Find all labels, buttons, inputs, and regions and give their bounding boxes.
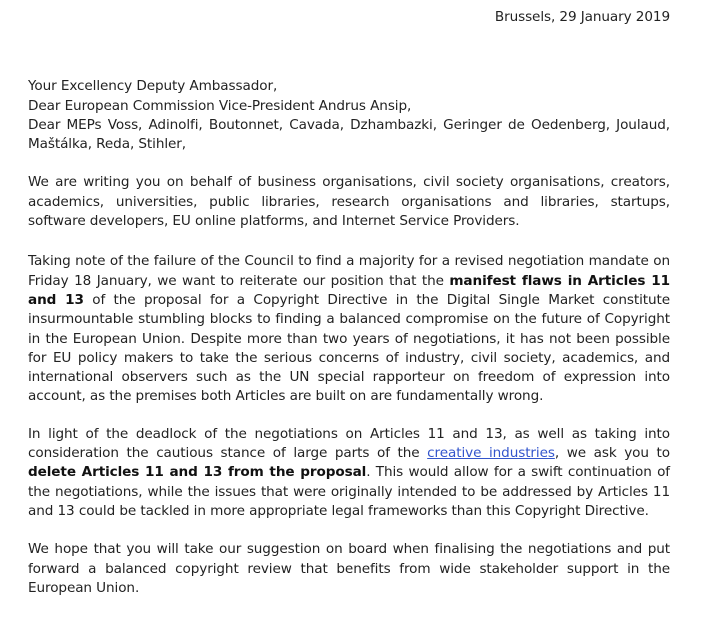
paragraph-3-text-end: . This would allow for a swift continuation of the negotiations, while the issues that were originally intended to be addressed by Articles 11 and 13 could be tackled in more appropriate legal frameworks than this Copyright Directive. — [28, 464, 670, 519]
paragraph-4: We hope that you will take our suggestion on board when finalising the negotiations and put forward a balanced copyright review that benefits from wide stakeholder support in the European Union. — [28, 541, 670, 596]
salutation-line-1: Your Excellency Deputy Ambassador, — [28, 78, 278, 95]
paragraph-2 — [28, 252, 670, 406]
salutation-block — [28, 77, 670, 154]
paragraph-3-text-start: In light of the deadlock of the negotiations on Articles 11 and 13, as well as taking into consideration the cautious stance of large parts of the — [28, 425, 670, 462]
creative-industries-link[interactable]: creative industries — [427, 445, 555, 462]
paragraph-1: We are writing you on behalf of business organisations, civil society organisations, creators, academics, universities, public libraries, research organisations and libraries, startups, software developers, EU online platforms, and Internet Service Providers. — [28, 174, 670, 230]
salutation-line-3: Dear MEPs Voss, Adinolfi, Boutonnet, Cavada, Dzhambazki, Geringer de Oedenberg, Joulaud, Maštálka, Reda, Stihler, — [28, 116, 670, 153]
letter-date: Brussels, 29 January 2019 — [494, 9, 670, 25]
paragraph-2-bold: manifest flaws in Articles 11 and 13 — [28, 272, 670, 308]
salutation-line-2: Dear European Commission Vice-President Andrus Ansip, — [28, 97, 412, 114]
paragraph-3-bold: delete Articles 11 and 13 from the proposal — [28, 464, 367, 481]
paragraph-2-text-start: Taking note of the failure of the Council to find a majority for a revised negotiation mandate on Friday 18 January, we want to reiterate our position that the — [28, 253, 670, 289]
paragraph-3-text-middle: , we ask you to — [554, 445, 670, 462]
paragraph-3 — [28, 425, 670, 521]
paragraph-2-text-end: of the proposal for a Copyright Directive in the Digital Single Market constitute insurmountable stumbling blocks to finding a balanced compromise on the future of Copyright in the European Union. Despite more than two years of negotiations, it has not been possible for EU policy makers to take the serious concerns of industry, civil society, academics, and international observers such as the UN special rapporteur on freedom of expression into account, as the premises both Articles are built on are fundamentally wrong. — [28, 291, 670, 405]
letter-page — [28, 8, 670, 598]
